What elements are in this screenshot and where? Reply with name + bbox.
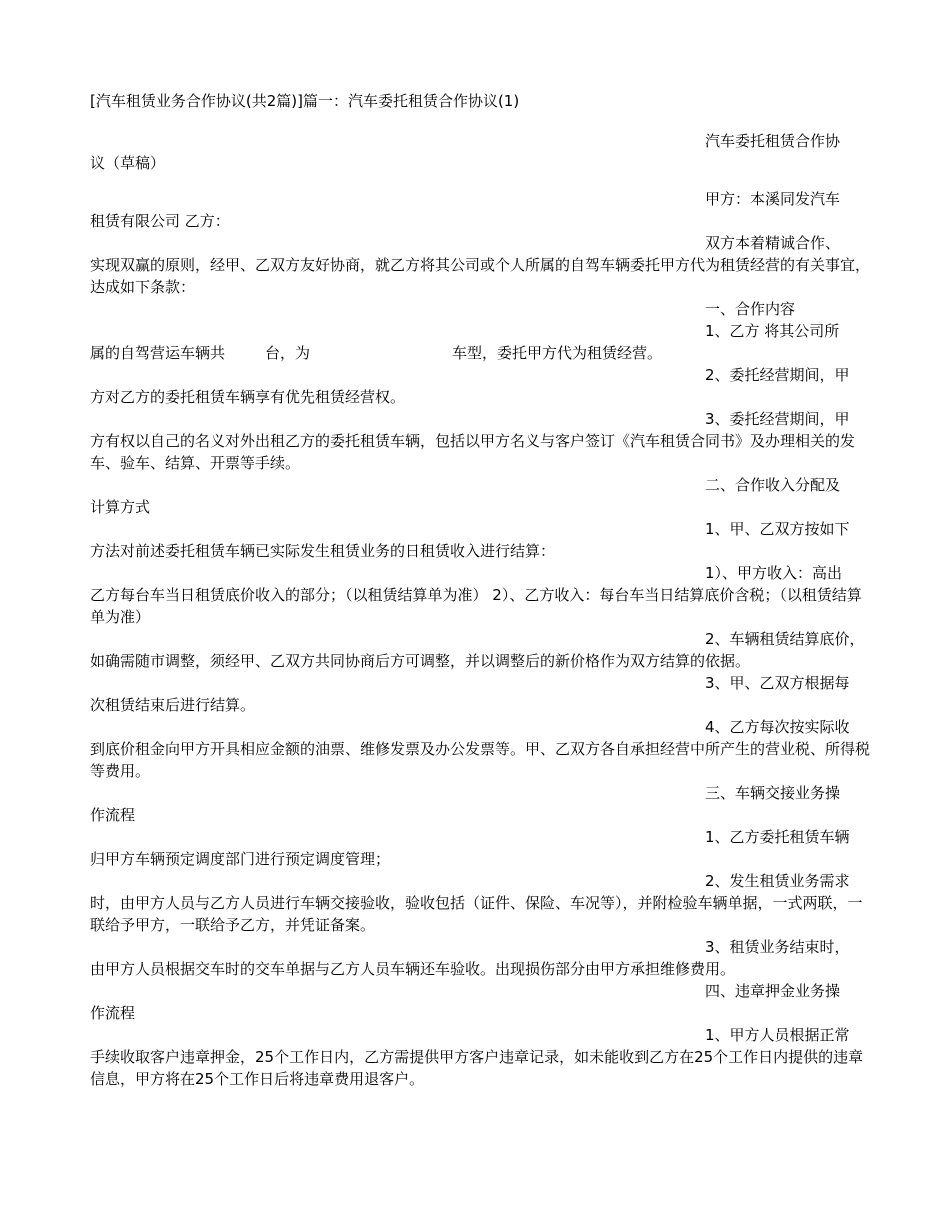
paragraph-9 bbox=[90, 518, 870, 562]
paragraph-5 bbox=[90, 320, 870, 364]
text-segment: 车型，委托甲方代为租赁经营。 bbox=[452, 344, 663, 362]
paragraph-text: 到底价租金向甲方开具相应金额的油票、维修发票及办公发票等。甲、乙双方各自承担经营中所产生的营业税、所得税等费用。 bbox=[90, 740, 871, 780]
paragraph-7 bbox=[90, 408, 870, 474]
paragraph-6 bbox=[90, 364, 870, 408]
paragraph-10 bbox=[90, 562, 870, 628]
paragraph-text: 租赁有限公司 乙方： bbox=[90, 212, 230, 230]
paragraph-16 bbox=[90, 870, 870, 936]
paragraph-4 bbox=[90, 298, 870, 320]
paragraph-lead: 1、甲、乙双方按如下 bbox=[705, 520, 850, 538]
paragraph-lead: 双方本着精诚合作、 bbox=[705, 234, 841, 252]
paragraph-17 bbox=[90, 936, 870, 980]
paragraph-text: 方法对前述委托租赁车辆已实际发生租赁业务的日租赁收入进行结算： bbox=[90, 542, 556, 560]
paragraph-12 bbox=[90, 672, 870, 716]
paragraph-13 bbox=[90, 716, 870, 782]
paragraph-lead: 2、车辆租赁结算底价， bbox=[705, 630, 865, 648]
text-segment: 台，为 bbox=[265, 344, 311, 362]
paragraph-1 bbox=[90, 130, 870, 174]
paragraph-text: 由甲方人员根据交车时的交车单据与乙方人员车辆还车验收。出现损伤部分由甲方承担维修费用。 bbox=[90, 960, 736, 978]
paragraph-15 bbox=[90, 826, 870, 870]
paragraph-lead: 1、乙方委托租赁车辆 bbox=[705, 828, 850, 846]
paragraph-lead: 1、乙方 将其公司所 bbox=[705, 322, 840, 340]
paragraph-2 bbox=[90, 188, 870, 232]
paragraph-lead: 4、乙方每次按实际收 bbox=[705, 718, 850, 736]
text-segment: 属的自驾营运车辆共 bbox=[90, 344, 226, 362]
paragraph-19 bbox=[90, 1024, 870, 1090]
paragraph-text: 次租赁结束后进行结算。 bbox=[90, 696, 256, 714]
paragraph-lead: 3、甲、乙双方根据每 bbox=[705, 674, 850, 692]
paragraph-lead: 甲方：本溪同发汽车 bbox=[705, 190, 841, 208]
paragraph-text: 方有权以自己的名义对外出租乙方的委托租赁车辆，包括以甲方名义与客户签订《汽车租赁合同书》及办理相关的发车、验车、结算、开票等手续。 bbox=[90, 432, 856, 472]
section-heading: 三、车辆交接业务操 bbox=[705, 784, 841, 802]
paragraph-lead: 1、甲方人员根据正常 bbox=[705, 1026, 850, 1044]
paragraph-lead: 1）、甲方收入：高出 bbox=[705, 564, 843, 582]
paragraph-lead: 2、委托经营期间，甲 bbox=[705, 366, 850, 384]
paragraph-lead: 3、租赁业务结束时， bbox=[705, 938, 850, 956]
paragraph-text: 议（草稿） bbox=[90, 154, 166, 172]
section-heading-cont: 作流程 bbox=[90, 1004, 136, 1022]
paragraph-3 bbox=[90, 232, 870, 298]
paragraph-8 bbox=[90, 474, 870, 518]
paragraph-text: 实现双赢的原则，经甲、乙双方友好协商，就乙方将其公司或个人所属的自驾车辆委托甲方代为租赁经营的有关事宜，达成如下条款： bbox=[90, 256, 871, 296]
paragraph-text: 手续收取客户违章押金，25个工作日内，乙方需提供甲方客户违章记录，如未能收到乙方在25个工作日内提供的违章信息，甲方将在25个工作日后将违章费用退客户。 bbox=[90, 1048, 864, 1088]
paragraph-lead: 2、发生租赁业务需求 bbox=[705, 872, 850, 890]
document-title: [汽车租赁业务合作协议(共2篇)]篇一：汽车委托租赁合作协议(1) bbox=[90, 92, 520, 110]
paragraph-text: 时，由甲方人员与乙方人员进行车辆交接验收，验收包括（证件、保险、车况等），并附检验车辆单据，一式两联，一联给予甲方，一联给予乙方，并凭证备案。 bbox=[90, 894, 863, 934]
paragraph-text: 乙方每台车当日租赁底价收入的部分；（以租赁结算单为准） 2）、乙方收入：每台车当日结算底价含税；（以租赁结算单为准） bbox=[90, 586, 862, 626]
paragraph-lead: 3、委托经营期间，甲 bbox=[705, 410, 850, 428]
paragraph-18 bbox=[90, 980, 870, 1024]
paragraph-text: 如确需随市调整，须经甲、乙双方共同协商后方可调整，并以调整后的新价格作为双方结算的依据。 bbox=[90, 652, 751, 670]
paragraph-lead: 汽车委托租赁合作协 bbox=[705, 132, 841, 150]
paragraph-11 bbox=[90, 628, 870, 672]
section-heading: 四、违章押金业务操 bbox=[705, 982, 841, 1000]
section-heading: 二、合作收入分配及 bbox=[705, 476, 841, 494]
document-body bbox=[90, 130, 870, 1090]
section-heading: 一、合作内容 bbox=[705, 300, 796, 318]
section-heading-cont: 作流程 bbox=[90, 806, 136, 824]
paragraph-text: 归甲方车辆预定调度部门进行预定调度管理； bbox=[90, 850, 391, 868]
section-heading-cont: 计算方式 bbox=[90, 498, 151, 516]
paragraph-text bbox=[90, 342, 870, 364]
paragraph-text: 方对乙方的委托租赁车辆享有优先租赁经营权。 bbox=[90, 388, 406, 406]
paragraph-14 bbox=[90, 782, 870, 826]
